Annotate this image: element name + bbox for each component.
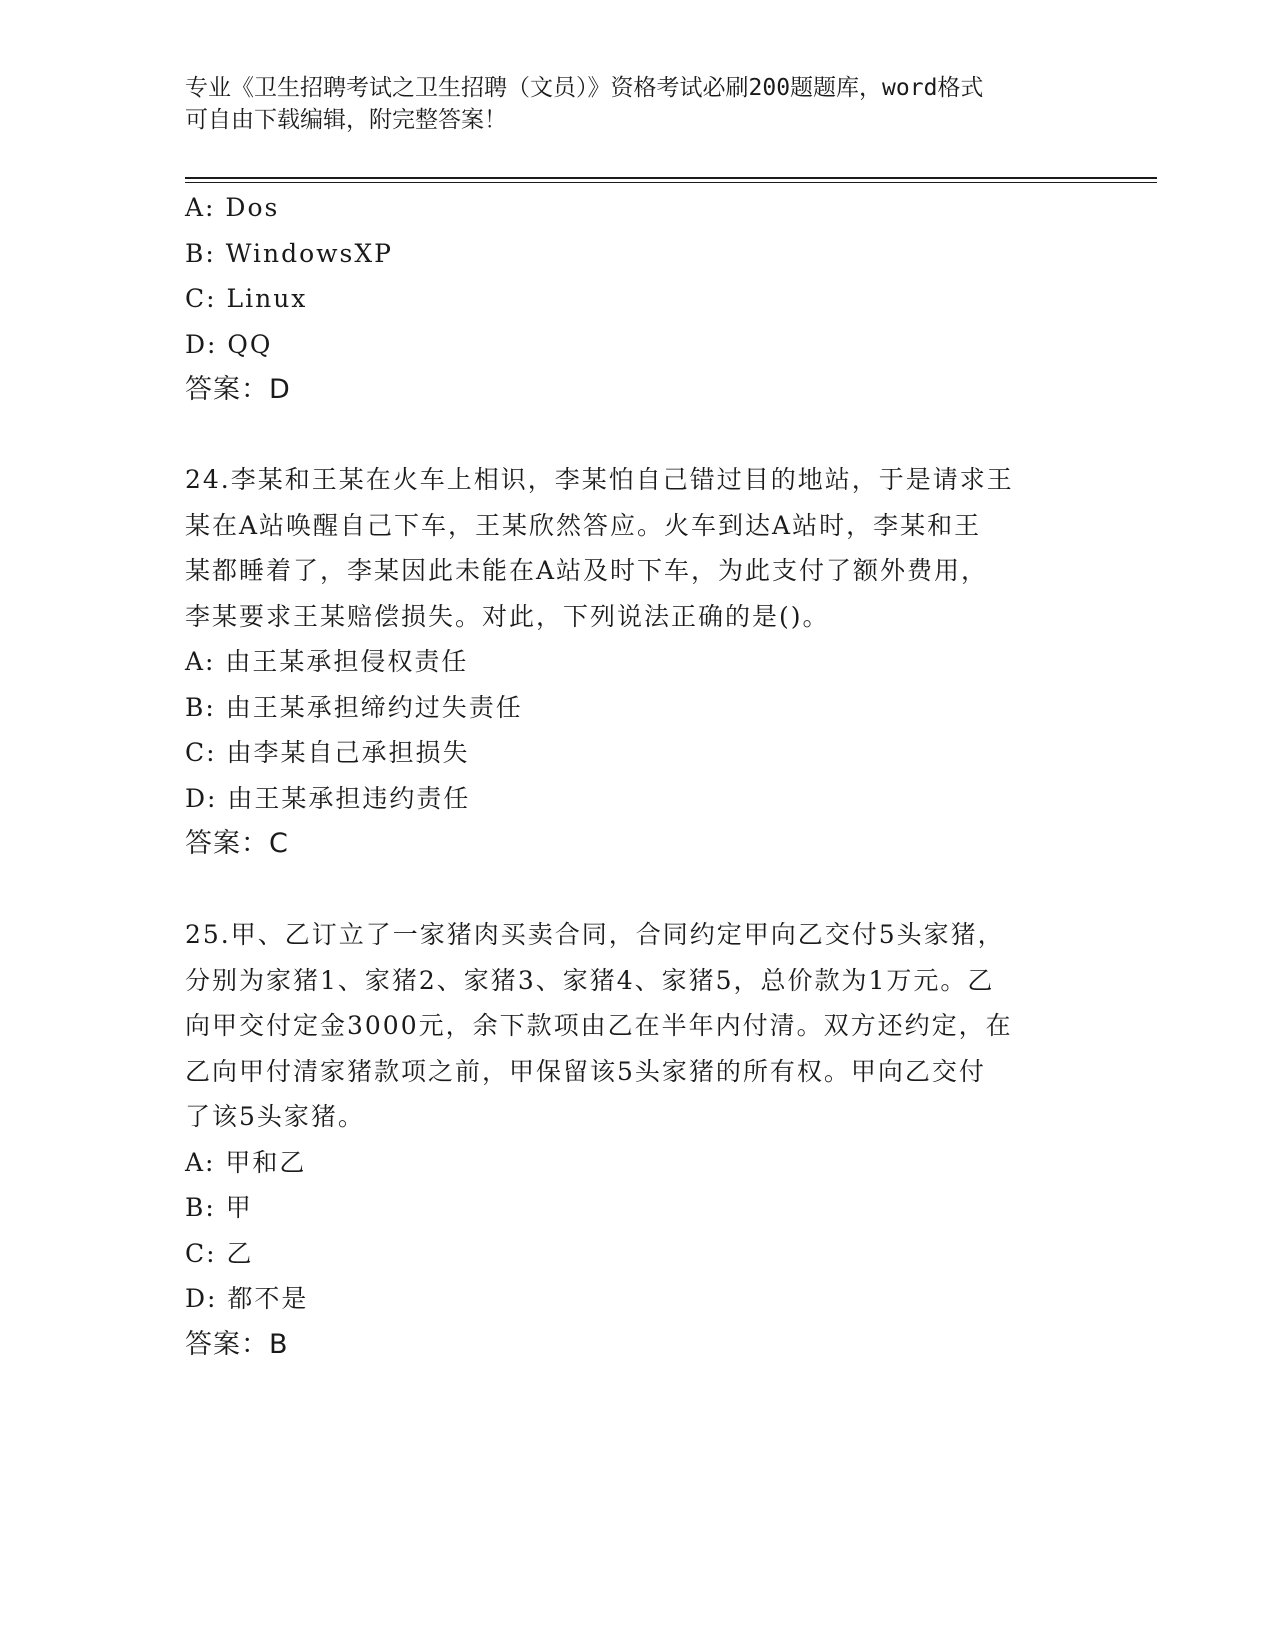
answer-line: 答案：D (185, 374, 291, 405)
question-25 (185, 912, 1085, 1367)
option-d: D: QQ (185, 329, 273, 359)
option-c: C: 由李某自己承担损失 (185, 738, 470, 767)
question-stem-line: 李某要求王某赔偿损失。对此，下列说法正确的是()。 (185, 601, 830, 631)
option-a: A: Dos (185, 193, 280, 222)
question-stem-line: 分别为家猪1、家猪2、家猪3、家猪4、家猪5，总价款为1万元。乙 (185, 965, 995, 995)
question-stem-line: 乙向甲付清家猪款项之前，甲保留该5头家猪的所有权。甲向乙交付 (185, 1056, 986, 1086)
question-stem-line: 24.李某和王某在火车上相识，李某怕自己错过目的地站，于是请求王 (185, 465, 1014, 494)
option-b: B: 由王某承担缔约过失责任 (185, 692, 523, 722)
option-d: D: 都不是 (185, 1284, 309, 1313)
option-c: C: 乙 (185, 1238, 254, 1268)
option-a: A: 由王某承担侵权责任 (185, 647, 469, 676)
answer-line: 答案：B (185, 1328, 289, 1360)
question-23 (185, 185, 1085, 413)
option-d: D: 由王某承担违约责任 (185, 783, 471, 813)
option-b: B: 甲 (185, 1193, 253, 1222)
option-b: B: WindowsXP (185, 238, 393, 268)
question-stem-line: 了该5头家猪。 (185, 1102, 365, 1131)
header-line-2: 可自由下载编辑，附完整答案！ (185, 107, 507, 133)
question-stem-line: 向甲交付定金3000元，余下款项由乙在半年内付清。双方还约定，在 (185, 1011, 1013, 1040)
question-stem-line: 某在A站唤醒自己下车，王某欣然答应。火车到达A站时，李某和王 (185, 510, 982, 540)
question-stem-line: 25.甲、乙订立了一家猪肉买卖合同，合同约定甲向乙交付5头家猪， (185, 920, 1005, 949)
document-header (185, 72, 1075, 136)
header-divider-thick (185, 177, 1157, 179)
question-24 (185, 457, 1085, 867)
question-stem-line: 某都睡着了，李某因此未能在A站及时下车，为此支付了额外费用， (185, 556, 989, 585)
header-line-1: 专业《卫生招聘考试之卫生招聘（文员）》资格考试必刷200题题库，word格式 (185, 75, 984, 101)
answer-line: 答案：C (185, 828, 289, 859)
option-a: A: 甲和乙 (185, 1147, 307, 1177)
option-c: C: Linux (185, 284, 308, 313)
header-divider-thin (185, 182, 1157, 183)
